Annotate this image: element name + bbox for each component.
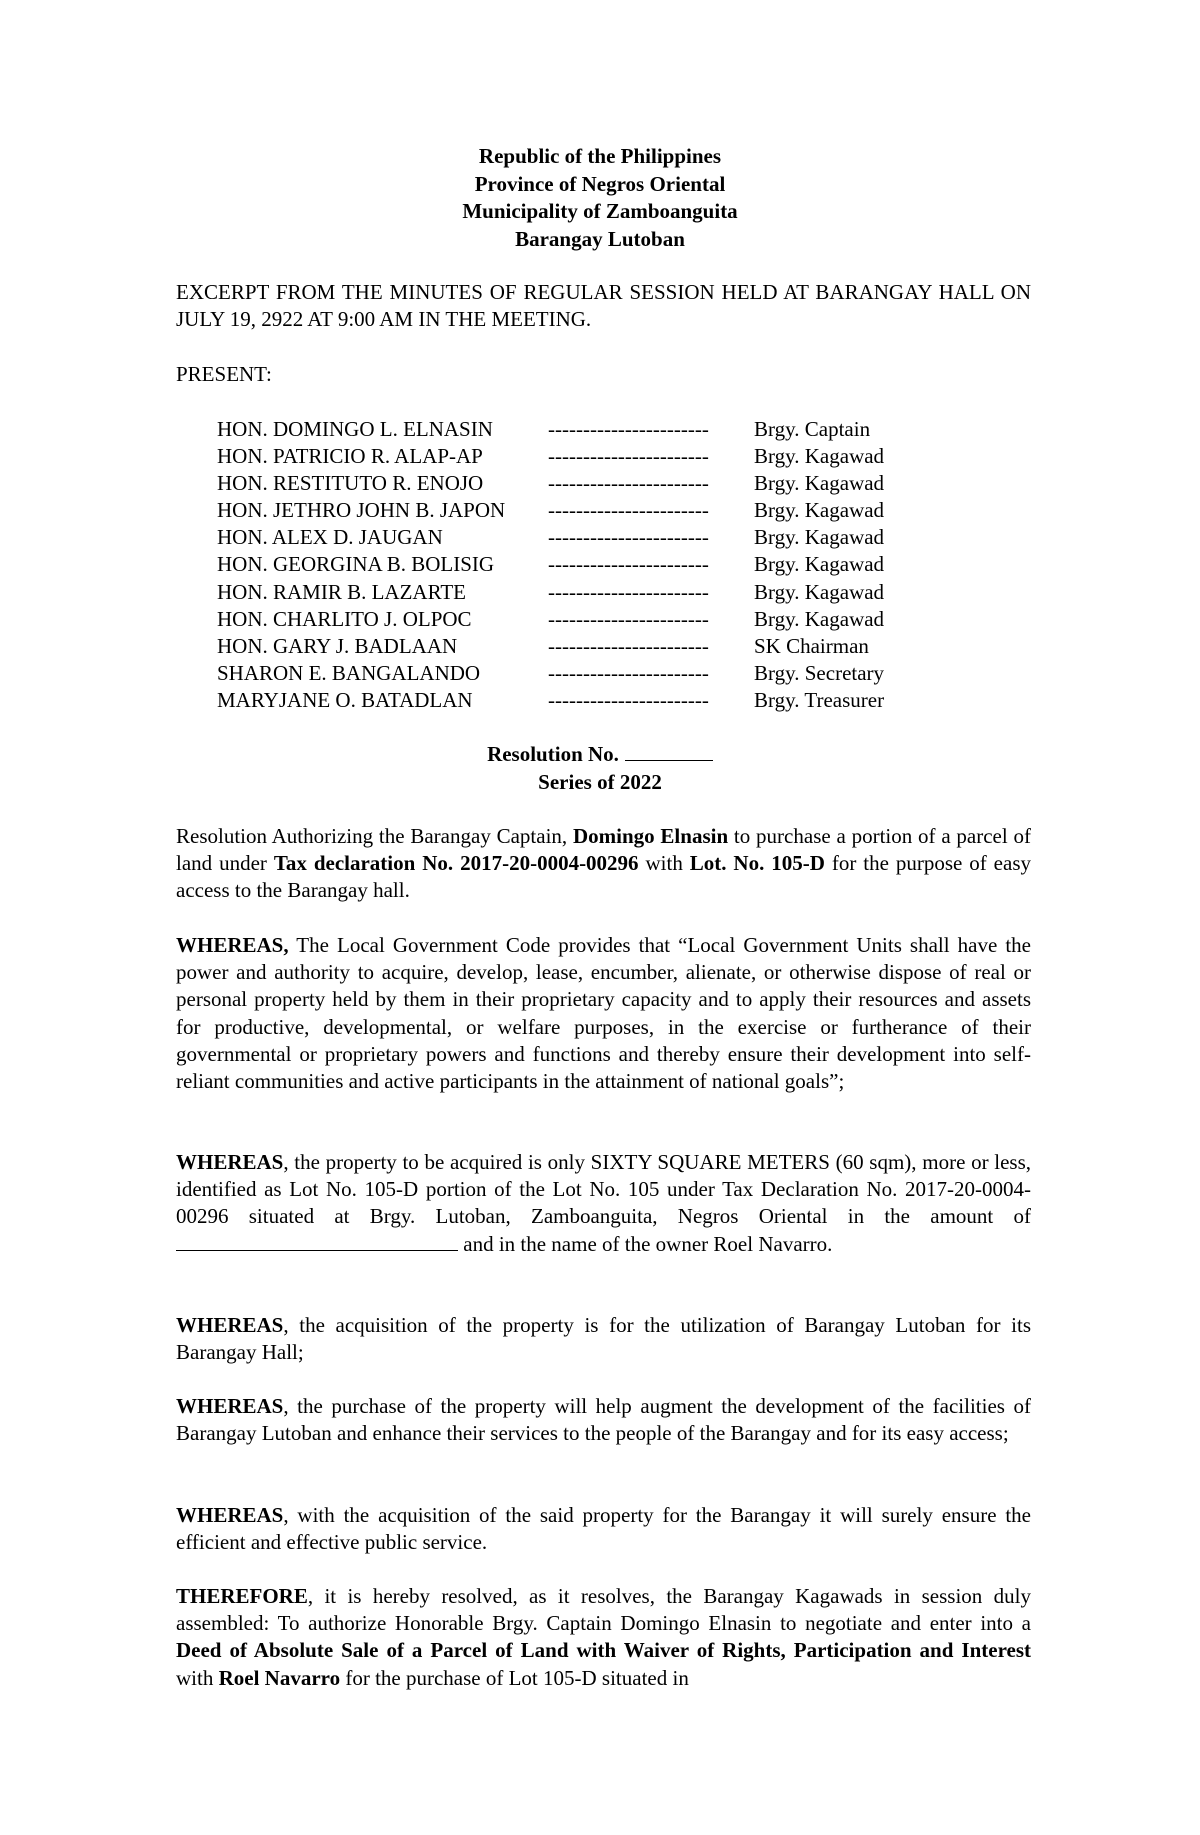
member-name: SHARON E. BANGALANDO — [217, 660, 481, 685]
text-run: , the property to be acquired is only SIXTY SQUARE METERS (60 sqm), more or less, identified as Lot No. 105-D portion of the Lot No. 105 under Tax Declaration No. 2017-20-0004-00296 situated at Brgy. Lutoban, Zamboanguita, Negros Oriental in the amount of — [176, 1150, 1031, 1229]
member-position: Brgy. Secretary — [754, 660, 885, 685]
therefore-paragraph — [176, 1583, 1031, 1692]
amount-blank — [176, 1232, 458, 1251]
text-run: with — [638, 851, 690, 876]
therefore-keyword: THEREFORE — [176, 1584, 308, 1608]
member-position: Brgy. Kagawad — [754, 471, 885, 496]
whereas-paragraph-1 — [176, 932, 1031, 1095]
present-label: PRESENT: — [176, 362, 272, 386]
text-run: with — [176, 1665, 219, 1690]
captain-name: Domingo Elnasin — [572, 824, 729, 848]
resolution-number-label: Resolution No. — [487, 742, 619, 766]
whereas-keyword: WHEREAS — [176, 1503, 284, 1527]
whereas-paragraph-2 — [176, 1149, 1031, 1258]
member-position: Brgy. Kagawad — [754, 579, 885, 604]
resolution-title-paragraph — [176, 823, 1031, 905]
whereas-keyword: WHEREAS, — [176, 933, 289, 957]
member-name: HON. GARY J. BADLAAN — [217, 633, 458, 658]
whereas-paragraph-5 — [176, 1502, 1031, 1556]
resolution-number-blank — [625, 742, 713, 761]
member-position: Brgy. Captain — [754, 417, 871, 441]
whereas-paragraph-3 — [176, 1312, 1031, 1366]
resolution-heading — [0, 741, 1200, 796]
member-name: HON. CHARLITO J. OLPOC — [217, 606, 472, 631]
text-run: , with the acquisition of the said property for the Barangay it will surely ensure the efficient and effective public service. — [176, 1503, 1031, 1555]
text-run: The Local Government Code provides that “Local Government Units shall have the power and authority to acquire, develop, lease, encumber, alienate, or otherwise dispose of real or personal property held by them in their proprietary capacity and to apply their resources and assets for productive, developmental, or welfare purposes, in the exercise or furtherance of their governmental or proprietary powers and functions and thereby ensure their development into self-reliant communities and active participants in the attainment of national goals”; — [176, 933, 1031, 1094]
whereas-paragraph-4 — [176, 1393, 1031, 1447]
deed-title: Deed of Absolute Sale of a Parcel of Land with Waiver of Rights, Participation and Interest — [176, 1638, 1031, 1663]
resolution-number-line — [0, 741, 1200, 769]
member-position: Brgy. Kagawad — [754, 525, 885, 550]
whereas-keyword: WHEREAS — [176, 1394, 284, 1418]
dash-leader: ----------------------- — [548, 687, 709, 712]
dash-leader: ----------------------- — [548, 498, 709, 523]
dash-leader: ----------------------- — [548, 633, 709, 658]
member-position: SK Chairman — [754, 633, 869, 658]
text-run: , the acquisition of the property is for the utilization of Barangay Lutoban for its Barangay Hall; — [176, 1313, 1031, 1365]
member-name: HON. PATRICIO R. ALAP-AP — [217, 444, 483, 469]
member-name: HON. RESTITUTO R. ENOJO — [217, 471, 484, 496]
owner-name: Roel Navarro — [218, 1665, 341, 1690]
header-municipality: Municipality of Zamboanguita — [462, 199, 738, 223]
dash-leader: ----------------------- — [548, 417, 709, 441]
member-name: HON. GEORGINA B. BOLISIG — [217, 552, 495, 577]
dash-leader: ----------------------- — [548, 606, 709, 631]
dash-leader: ----------------------- — [548, 660, 709, 685]
resolution-series: Series of 2022 — [538, 769, 662, 794]
member-name: HON. ALEX D. JAUGAN — [217, 525, 443, 550]
whereas-keyword: WHEREAS — [176, 1313, 284, 1337]
member-position: Brgy. Kagawad — [754, 444, 885, 469]
member-name: MARYJANE O. BATADLAN — [217, 687, 473, 712]
member-position: Brgy. Treasurer — [754, 687, 885, 712]
excerpt-paragraph: EXCERPT FROM THE MINUTES OF REGULAR SESSION HELD AT BARANGAY HALL ON JULY 19, 2922 AT 9:00 AM IN THE MEETING. — [176, 280, 1031, 332]
member-position: Brgy. Kagawad — [754, 552, 885, 577]
member-name: HON. RAMIR B. LAZARTE — [217, 579, 466, 604]
text-run: , the purchase of the property will help augment the development of the facilities of Barangay Lutoban and enhance their services to the people of the Barangay and for its easy access; — [176, 1394, 1031, 1446]
text-run: for the purchase of Lot 105-D situated in — [340, 1665, 689, 1690]
text-run: Resolution Authorizing the Barangay Captain, — [176, 824, 573, 848]
header-republic: Republic of the Philippines — [478, 144, 722, 168]
member-position: Brgy. Kagawad — [754, 606, 885, 631]
text-run: to purchase a portion of a parcel of land under — [176, 824, 1031, 876]
tax-declaration: Tax declaration No. 2017-20-0004-00296 — [273, 851, 639, 876]
lot-number: Lot. No. 105-D — [689, 851, 825, 876]
member-name: HON. JETHRO JOHN B. JAPON — [217, 498, 506, 523]
text-run: , it is hereby resolved, as it resolves, the Barangay Kagawads in session duly assembled: To authorize Honorable Brgy. Captain Domingo Elnasin to negotiate and enter into a — [176, 1584, 1031, 1636]
header-province: Province of Negros Oriental — [474, 171, 726, 196]
member-position: Brgy. Kagawad — [754, 498, 885, 523]
text-run: and in the name of the owner Roel Navarro. — [458, 1231, 833, 1256]
dash-leader: ----------------------- — [548, 579, 709, 604]
dash-leader: ----------------------- — [548, 552, 709, 577]
whereas-keyword: WHEREAS — [176, 1150, 284, 1174]
dash-leader: ----------------------- — [548, 471, 709, 496]
header-barangay: Barangay Lutoban — [515, 226, 685, 251]
document-header — [0, 143, 1200, 253]
dash-leader: ----------------------- — [548, 444, 709, 469]
dash-leader: ----------------------- — [548, 525, 709, 550]
member-name: HON. DOMINGO L. ELNASIN — [217, 417, 493, 441]
text-run: for the purpose of easy access to the Barangay hall. — [176, 851, 1031, 903]
